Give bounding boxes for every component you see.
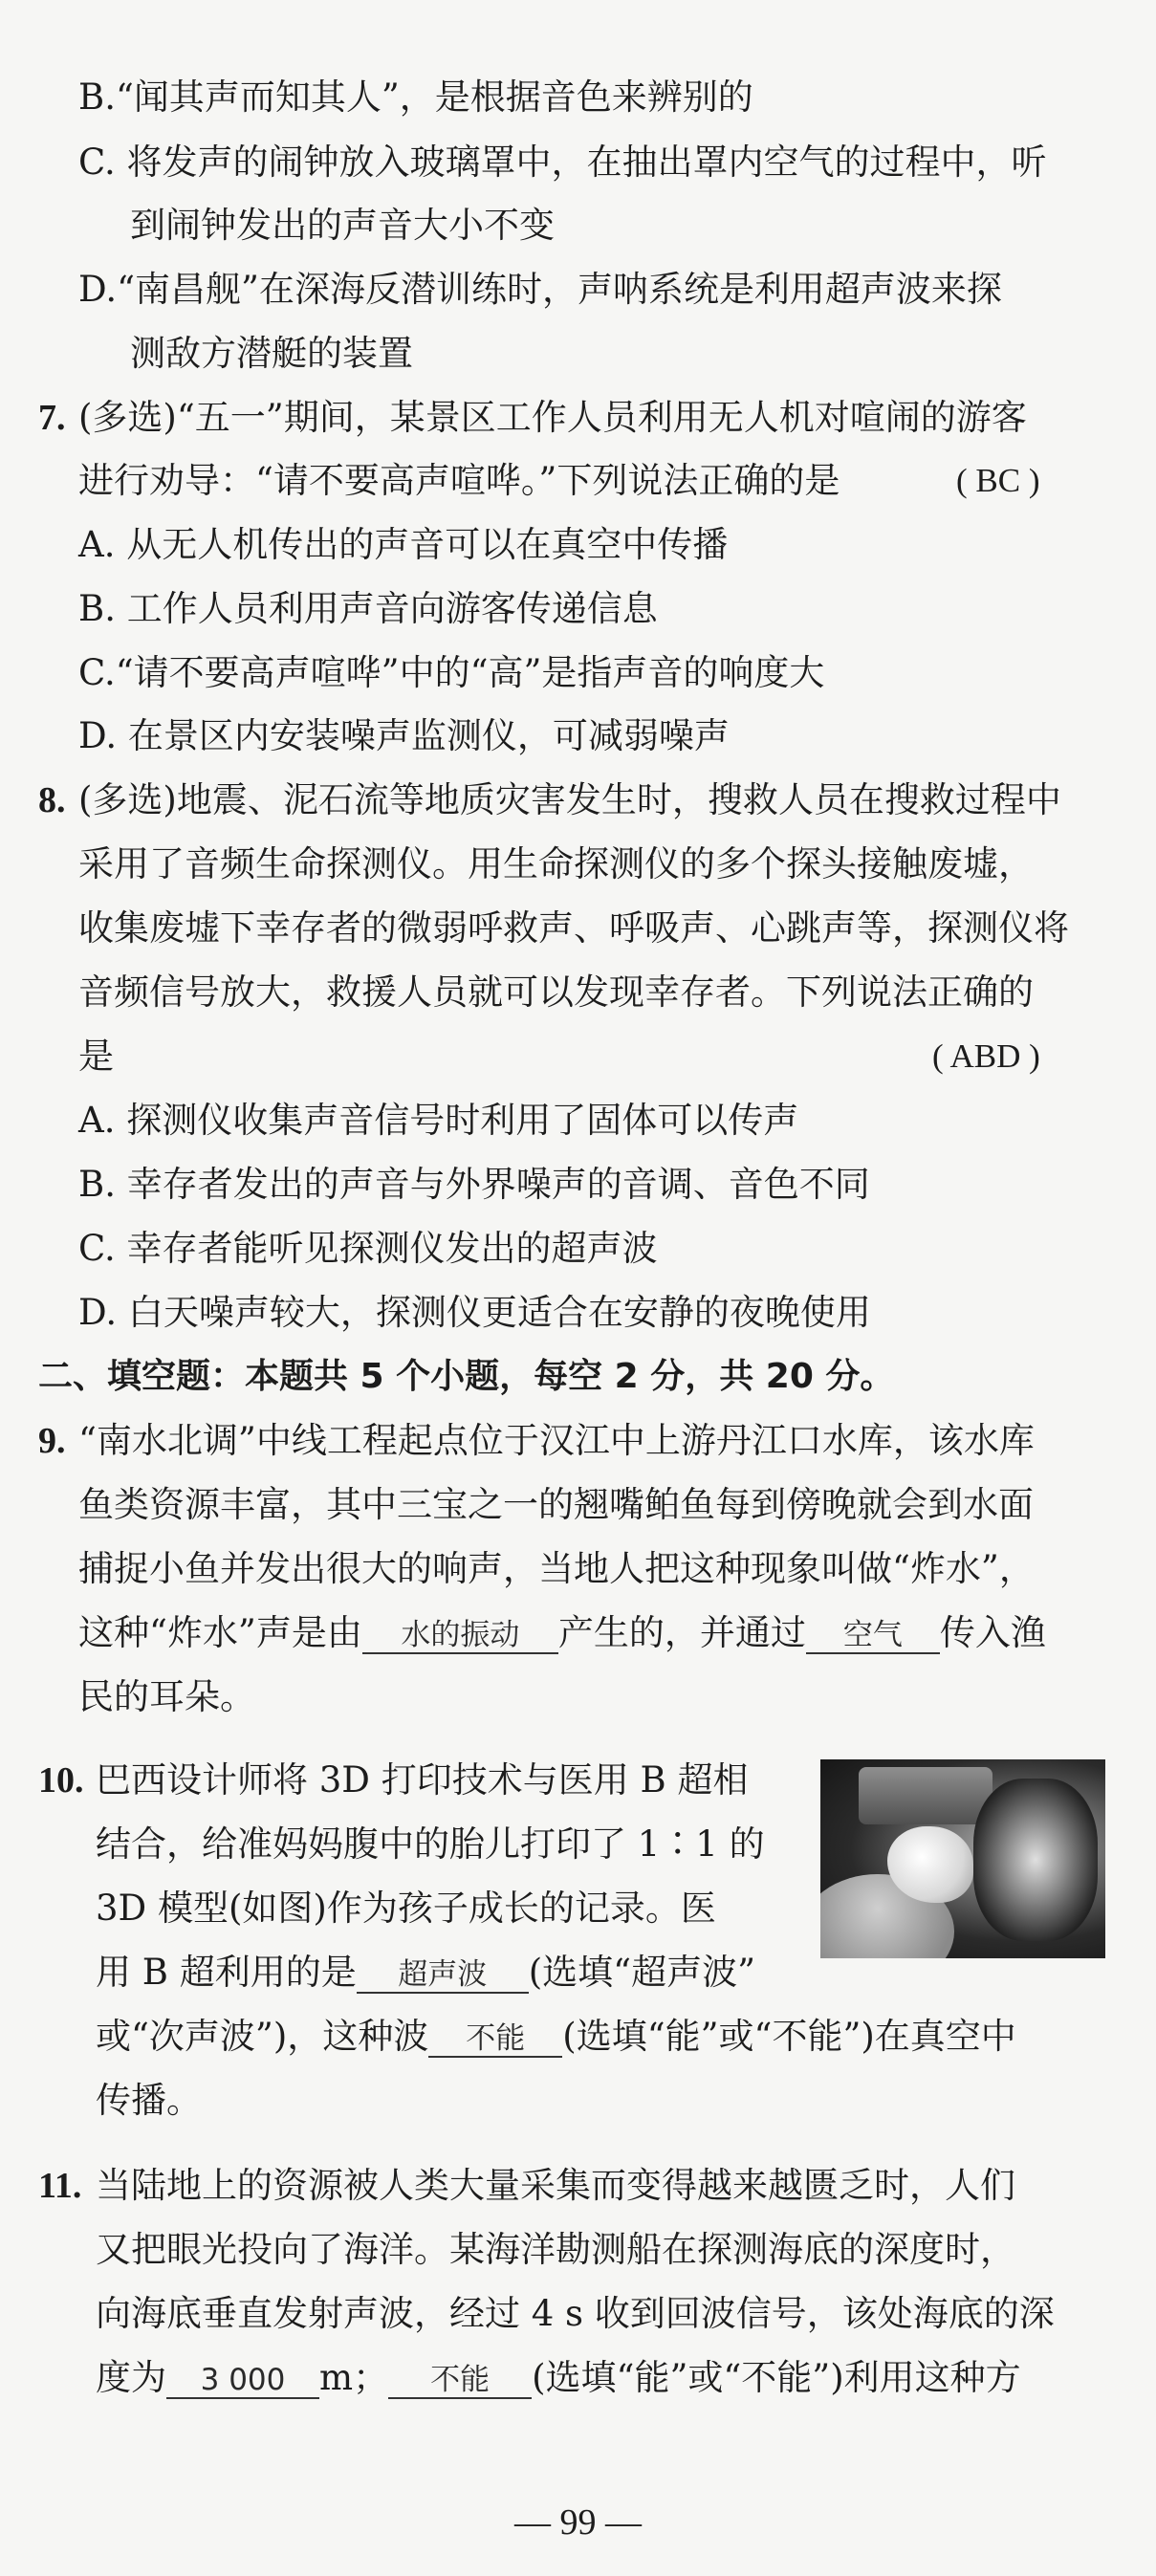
q8-option-d: D. 白天噪声较大，探测仪更适合在安静的夜晚使用 <box>78 1292 871 1333</box>
q9-line4 <box>78 1610 1046 1656</box>
q9-line5: 民的耳朵。 <box>78 1676 255 1717</box>
q6-option-c-line2: 到闹钟发出的声音大小不变 <box>130 205 555 246</box>
q10-line5-text-b: (选填“能”或“不能”)在真空中 <box>562 2016 1016 2057</box>
q9-line4-text-c: 传入渔 <box>939 1612 1046 1653</box>
q8-option-b: B. 幸存者发出的声音与外界噪声的音调、音色不同 <box>78 1164 870 1205</box>
q8-option-a: A. 探测仪收集声音信号时利用了固体可以传声 <box>78 1100 799 1141</box>
q6-option-b: B.“闻其声而知其人”，是根据音色来辨别的 <box>78 76 753 118</box>
q11-line3: 向海底垂直发射声波，经过 4 s 收到回波信号，该处海底的深 <box>96 2293 1055 2334</box>
q9-line3: 捕捉小鱼并发出很大的响声，当地人把这种现象叫做“炸水”， <box>78 1548 1035 1589</box>
q10-line2: 结合，给准妈妈腹中的胎儿打印了 1∶1 的 <box>96 1823 765 1865</box>
q8-option-c: C. 幸存者能听见探测仪发出的超声波 <box>78 1228 658 1269</box>
q11-line1: 当陆地上的资源被人类大量采集而变得越来越匮乏时，人们 <box>96 2165 1015 2206</box>
q11-line4 <box>96 2355 1021 2401</box>
q7-stem-line2: 进行劝导：“请不要高声喧哗。”下列说法正确的是 <box>78 460 840 501</box>
q10-line6: 传播。 <box>96 2080 202 2121</box>
q10-line5-text-a: 或“次声波”)，这种波 <box>96 2016 429 2057</box>
q10-line5 <box>96 2014 1016 2060</box>
q7-option-c: C.“请不要高声喧哗”中的“高”是指声音的响度大 <box>78 652 825 693</box>
q8-answer: ( ABD ) <box>932 1037 1040 1075</box>
q9-number: 9. <box>38 1421 66 1461</box>
q11-line2: 又把眼光投向了海洋。某海洋勘测船在探测海底的深度时， <box>96 2229 1015 2270</box>
q9-line2: 鱼类资源丰富，其中三宝之一的翘嘴鲌鱼每到傍晚就会到水面 <box>78 1484 1034 1525</box>
q10-blank-2: 不能 <box>428 2021 562 2058</box>
q7-stem-line1: (多选)“五一”期间，某景区工作人员利用无人机对喧闹的游客 <box>78 397 1027 438</box>
q7-option-d: D. 在景区内安装噪声监测仪，可减弱噪声 <box>78 715 730 756</box>
q7-answer: ( BC ) <box>956 462 1040 499</box>
q10-line1: 巴西设计师将 3D 打印技术与医用 B 超相 <box>96 1759 749 1801</box>
fetus-3d-model-photo <box>820 1759 1105 1958</box>
q9-line1: “南水北调”中线工程起点位于汉江中上游丹江口水库，该水库 <box>78 1420 1035 1461</box>
q7-option-b: B. 工作人员利用声音向游客传递信息 <box>78 588 658 629</box>
q10-line4 <box>96 1950 755 1996</box>
q11-line4-text-a: 度为 <box>96 2357 166 2398</box>
q11-blank-1: 3 000 <box>166 2363 319 2399</box>
q8-stem-line4: 音频信号放大，救援人员就可以发现幸存者。下列说法正确的 <box>78 971 1034 1013</box>
q10-number: 10. <box>38 1760 84 1801</box>
q11-line4-text-c: (选填“能”或“不能”)利用这种方 <box>532 2357 1021 2398</box>
q6-option-d-line1: D.“南昌舰”在深海反潜训练时，声呐系统是利用超声波来探 <box>78 269 1002 310</box>
q7-option-a: A. 从无人机传出的声音可以在真空中传播 <box>78 524 729 565</box>
q11-blank-2: 不能 <box>388 2363 532 2399</box>
q9-line4-text-a: 这种“炸水”声是由 <box>78 1612 362 1653</box>
q10-line4-text-a: 用 B 超利用的是 <box>96 1952 357 1993</box>
q9-blank-1: 水的振动 <box>362 1618 558 1654</box>
q8-stem-line5: 是 <box>78 1036 114 1077</box>
q9-line4-text-b: 产生的，并通过 <box>557 1612 806 1653</box>
q9-blank-2: 空气 <box>806 1618 940 1654</box>
q10-blank-1: 超声波 <box>357 1957 529 1994</box>
q6-option-c-line1: C. 将发声的闹钟放入玻璃罩中，在抽出罩内空气的过程中，听 <box>78 142 1047 183</box>
q8-stem-line2: 采用了音频生命探测仪。用生命探测仪的多个探头接触废墟， <box>78 843 1034 884</box>
q11-number: 11. <box>38 2166 82 2206</box>
q10-line4-text-b: (选填“超声波” <box>528 1952 755 1993</box>
q11-line4-text-b: m； <box>319 2357 389 2398</box>
page-number: — 99 — <box>514 2502 642 2543</box>
q6-option-d-line2: 测敌方潜艇的装置 <box>130 333 413 374</box>
section-title: 二、填空题：本题共 5 个小题，每空 2 分，共 20 分。 <box>38 1357 895 1396</box>
q8-stem-line3: 收集废墟下幸存者的微弱呼救声、呼吸声、心跳声等，探测仪将 <box>78 907 1069 949</box>
q8-stem-line1: (多选)地震、泥石流等地质灾害发生时，搜救人员在搜救过程中 <box>78 779 1061 820</box>
q8-number: 8. <box>38 780 66 820</box>
q10-line3: 3D 模型(如图)作为孩子成长的记录。医 <box>96 1888 716 1929</box>
q7-number: 7. <box>38 398 66 438</box>
